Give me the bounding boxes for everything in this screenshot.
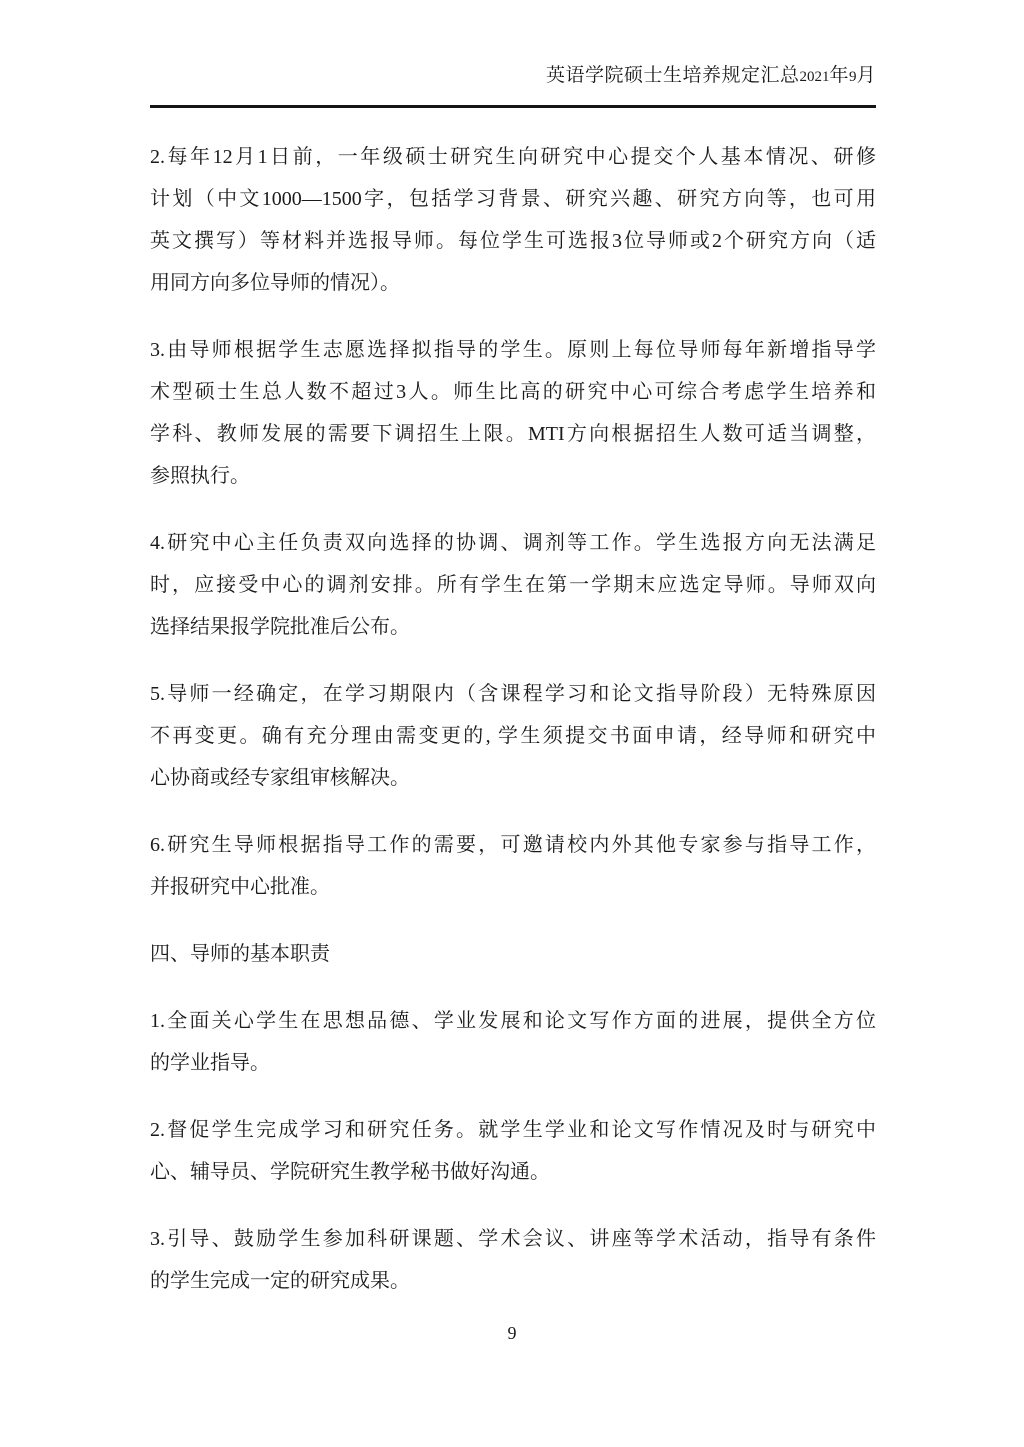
document-body bbox=[150, 136, 876, 1302]
text-line: 1.全面关心学生在思想品德、学业发展和论文写作方面的进展，提供全方位 bbox=[150, 1010, 876, 1032]
header-year-unit: 年 bbox=[829, 65, 849, 86]
text-line: 并报研究中心批准。 bbox=[150, 876, 330, 898]
text-line: 6.研究生导师根据指导工作的需要，可邀请校内外其他专家参与指导工作， bbox=[150, 834, 876, 856]
heading-text: 四、导师的基本职责 bbox=[150, 943, 330, 965]
paragraph-1-student-care bbox=[150, 1000, 876, 1084]
text-line: 计划（中文1000—1500字，包括学习背景、研究兴趣、研究方向等，也可用 bbox=[150, 188, 876, 210]
paragraph-2-submit-materials bbox=[150, 136, 876, 304]
text-line: 英文撰写）等材料并选报导师。每位学生可选报3位导师或2个研究方向（适 bbox=[150, 230, 876, 252]
text-line: 3.引导、鼓励学生参加科研课题、学术会议、讲座等学术活动，指导有条件 bbox=[150, 1228, 876, 1250]
text-line: 心协商或经专家组审核解决。 bbox=[150, 767, 410, 789]
text-line: 5.导师一经确定，在学习期限内（含课程学习和论文指导阶段）无特殊原因 bbox=[150, 683, 876, 705]
paragraph-4-center-coordination bbox=[150, 522, 876, 648]
paragraph-6-external-experts bbox=[150, 824, 876, 908]
text-line: 不再变更。确有充分理由需变更的, 学生须提交书面申请，经导师和研究中 bbox=[150, 725, 876, 747]
text-line: 的学生完成一定的研究成果。 bbox=[150, 1270, 410, 1292]
page-header-title bbox=[150, 63, 876, 90]
header-month: 9 bbox=[848, 69, 857, 85]
header-month-unit: 月 bbox=[856, 65, 876, 86]
text-line: 2.督促学生完成学习和研究任务。就学生学业和论文写作情况及时与研究中 bbox=[150, 1119, 876, 1141]
header-title-text: 英语学院硕士生培养规定汇总 bbox=[545, 65, 800, 86]
page-content bbox=[150, 0, 876, 1327]
header-divider-rule bbox=[150, 105, 876, 108]
section-heading-mentor-duties bbox=[150, 933, 876, 975]
text-line: 4.研究中心主任负责双向选择的协调、调剂等工作。学生选报方向无法满足 bbox=[150, 532, 876, 554]
page-number: 9 bbox=[507, 1323, 517, 1343]
text-line: 术型硕士生总人数不超过3人。师生比高的研究中心可综合考虑学生培养和 bbox=[150, 381, 876, 403]
text-line: 用同方向多位导师的情况）。 bbox=[150, 272, 400, 294]
text-line: 参照执行。 bbox=[150, 465, 250, 487]
text-line: 心、辅导员、学院研究生教学秘书做好沟通。 bbox=[150, 1161, 550, 1183]
text-line: 2.每年12月1日前，一年级硕士研究生向研究中心提交个人基本情况、研修 bbox=[150, 146, 876, 168]
paragraph-3-mentor-selection bbox=[150, 329, 876, 497]
paragraph-2-supervision-communication bbox=[150, 1109, 876, 1193]
text-line: 时，应接受中心的调剂安排。所有学生在第一学期末应选定导师。导师双向 bbox=[150, 574, 876, 596]
text-line: 3.由导师根据学生志愿选择拟指导的学生。原则上每位导师每年新增指导学 bbox=[150, 339, 876, 361]
text-line: 学科、教师发展的需要下调招生上限。MTI方向根据招生人数可适当调整， bbox=[150, 423, 876, 445]
paragraph-3-academic-activities bbox=[150, 1218, 876, 1302]
text-line: 选择结果报学院批准后公布。 bbox=[150, 616, 410, 638]
header-year: 2021 bbox=[799, 69, 830, 85]
paragraph-5-mentor-change-policy bbox=[150, 673, 876, 799]
text-line: 的学业指导。 bbox=[150, 1052, 270, 1074]
